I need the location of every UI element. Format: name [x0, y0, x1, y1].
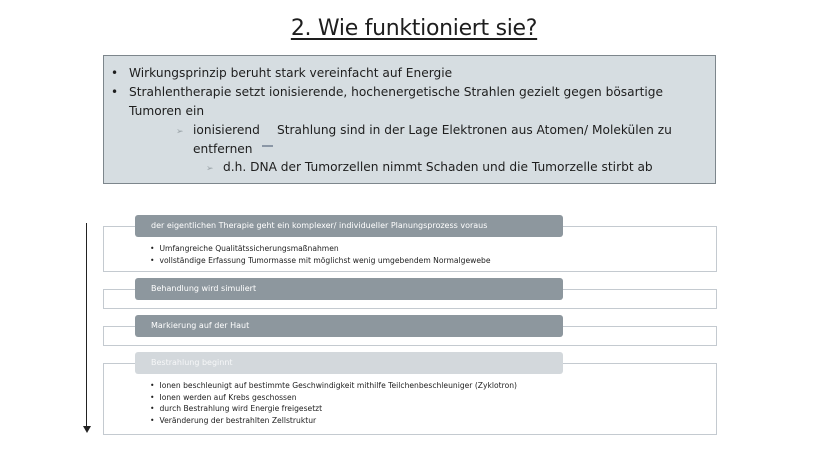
step-4-items	[150, 380, 517, 426]
list-item: • Ionen beschleunigt auf bestimmte Geschwindigkeit mithilfe Teilchenbeschleuniger (Zyklotron)	[150, 380, 517, 392]
list-item: • Umfangreiche Qualitätssicherungsmaßnahmen	[150, 243, 491, 255]
arrow-bullet-icon: ➢	[176, 127, 184, 137]
step-1-items	[150, 243, 491, 266]
step-4-header: Bestrahlung beginnt	[135, 352, 563, 374]
step-1-header: der eigentlichen Therapie geht ein komplexer/ individueller Planungsprozess voraus	[135, 215, 563, 237]
list-item: • durch Bestrahlung wird Energie freigesetzt	[150, 403, 517, 415]
intro-sub-1-text: Strahlung sind in der Lage Elektronen aus Atomen/ Molekülen zu	[277, 123, 672, 137]
timeline-arrow-icon	[83, 426, 91, 433]
list-item: • Veränderung der bestrahlten Zellstruktur	[150, 415, 517, 427]
step-3-header: Markierung auf der Haut	[135, 315, 563, 337]
arrow-bullet-icon: ➢	[206, 164, 214, 174]
intro-bullet-2-line-1: Strahlentherapie setzt ionisierende, hochenergetische Strahlen gezielt gegen bösartige	[129, 85, 664, 99]
bullet-marker: •	[111, 85, 119, 99]
intro-sub-2: d.h. DNA der Tumorzellen nimmt Schaden und die Tumorzelle stirbt ab	[223, 160, 653, 174]
intro-bullet-1: Wirkungsprinzip beruht stark vereinfacht auf Energie	[129, 66, 453, 80]
list-item: • Ionen werden auf Krebs geschossen	[150, 392, 517, 404]
step-2-header: Behandlung wird simuliert	[135, 278, 563, 300]
list-item: • vollständige Erfassung Tumormasse mit möglichst wenig umgebendem Normalgewebe	[150, 255, 491, 267]
intro-sub-1-term: ionisierend	[193, 123, 260, 137]
slide-title: 2. Wie funktioniert sie?	[290, 16, 538, 41]
intro-bullet-2-line-2: Tumoren ein	[129, 104, 205, 118]
bullet-marker: •	[111, 66, 119, 80]
intro-sub-1-line-2: entfernen	[193, 142, 253, 156]
dash-mark-icon	[262, 145, 273, 147]
timeline-line	[86, 223, 87, 428]
